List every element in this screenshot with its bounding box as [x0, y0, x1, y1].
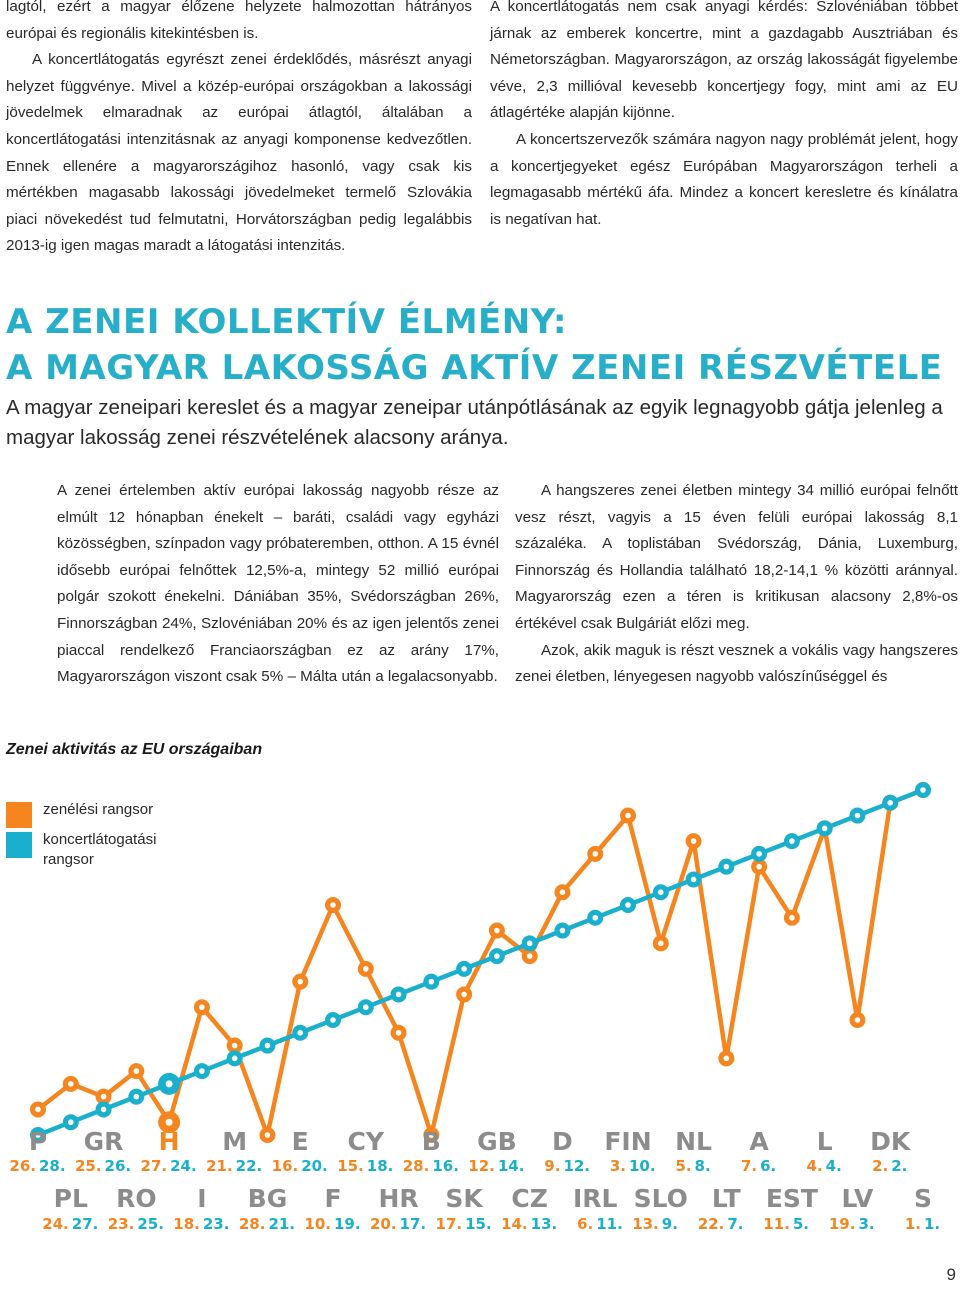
rank-label-concert: 8. — [694, 1157, 711, 1175]
data-point-center — [134, 1094, 140, 1100]
data-point-center — [35, 1107, 41, 1113]
rank-label-music: 23. — [107, 1215, 135, 1233]
data-point-center — [789, 838, 795, 844]
data-point-center — [166, 1119, 173, 1126]
rank-label-concert: 25. — [137, 1215, 164, 1233]
rank-label-concert: 22. — [235, 1157, 263, 1175]
category-label: M — [222, 1127, 248, 1156]
chart-title: Zenei aktivitás az EU országaiban — [6, 741, 263, 758]
rank-label-concert: 10. — [629, 1157, 656, 1175]
rank-label-music: 24. — [42, 1215, 69, 1233]
legend-label-orange: zenélési rangsor — [43, 801, 154, 818]
data-point-center — [363, 1004, 369, 1010]
data-point-center — [461, 966, 467, 972]
data-point-center — [691, 838, 697, 844]
rank-label-concert: 20. — [301, 1157, 328, 1175]
data-point-center — [101, 1094, 107, 1100]
rank-label-concert: 27. — [71, 1215, 99, 1233]
paragraph: lagtól, ezért a magyar élőzene helyzete halmozottan hátrányos európai és regionális kitekintésben is. — [6, 0, 472, 42]
category-label: RO — [116, 1184, 157, 1213]
data-point-center — [199, 1004, 205, 1010]
category-label: P — [28, 1127, 48, 1156]
category-label: CY — [347, 1127, 385, 1156]
data-point-center — [658, 889, 664, 895]
category-label: GR — [83, 1127, 124, 1156]
rank-label-music: 16. — [271, 1157, 299, 1175]
category-label: B — [421, 1127, 441, 1156]
section-heading-line1: A ZENEI KOLLEKTÍV ÉLMÉNY: — [6, 302, 567, 342]
data-point-center — [527, 941, 533, 947]
rank-line-chart — [0, 760, 960, 1250]
data-point-center — [560, 928, 566, 934]
rank-label-music: 13. — [632, 1215, 659, 1233]
rank-label-music: 5. — [675, 1157, 692, 1175]
data-point-center — [494, 953, 500, 959]
rank-label-music: 28. — [238, 1215, 266, 1233]
data-point-center — [461, 992, 467, 998]
lead-paragraph: A magyar zeneipari kereslet és a magyar zeneipar utánpótlásának az egyik legnagyobb gátja jelenleg a magyar lakosság zenei részvételének alacsony aránya. — [6, 396, 943, 449]
rank-label-concert: 9. — [661, 1215, 678, 1233]
rank-label-concert: 24. — [170, 1157, 197, 1175]
category-label: L — [816, 1127, 833, 1156]
category-label: GB — [477, 1127, 517, 1156]
category-label: SK — [445, 1184, 483, 1213]
category-label: LV — [841, 1184, 874, 1213]
category-label: BG — [247, 1184, 288, 1213]
rank-label-concert: 3. — [858, 1215, 875, 1233]
rank-label-concert: 17. — [399, 1215, 427, 1233]
rank-label-music: 18. — [173, 1215, 200, 1233]
data-point-center — [724, 1056, 730, 1062]
data-point-center — [265, 1043, 271, 1049]
rank-label-concert: 23. — [202, 1215, 230, 1233]
rank-label-music: 26. — [9, 1157, 36, 1175]
data-point-center — [855, 1017, 861, 1023]
rank-label-concert: 12. — [563, 1157, 591, 1175]
rank-label-concert: 1. — [924, 1215, 941, 1233]
category-label: IRL — [572, 1184, 618, 1213]
data-point-center — [265, 1132, 271, 1138]
data-point-center — [887, 800, 893, 806]
rank-label-concert: 21. — [268, 1215, 296, 1233]
data-point-center — [101, 1107, 107, 1113]
rank-label-music: 10. — [304, 1215, 331, 1233]
category-label: HR — [378, 1184, 419, 1213]
data-point-center — [396, 1030, 402, 1036]
category-label: LT — [711, 1184, 741, 1213]
data-point-center — [592, 851, 598, 857]
paragraph: A zenei értelemben aktív európai lakosság nagyobb része az elmúlt 12 hónapban énekelt – baráti, családi vagy egyházi közösségben, színpadon vagy próbateremben, otthon. A 15 évnél idősebb európai felnőttek 12,5%-a, mintegy 52 millió európai polgár szokott énekelni. Dániában 35%, Svédországban 26%, Finnországban 24%, Szlovéniában 20% és az igen jelentős zenei piaccal rendelkező Franciaországban ez az arány 17%, Magyarországon viszont csak 5% – Málta után a legalacsonyabb. — [57, 482, 499, 686]
rank-label-concert: 13. — [530, 1215, 558, 1233]
rank-label-music: 7. — [740, 1157, 758, 1175]
data-point-center — [68, 1081, 74, 1087]
section-heading-line2: A MAGYAR LAKOSSÁG AKTÍV ZENEI RÉSZVÉTELE — [6, 348, 943, 388]
category-label: CZ — [511, 1184, 548, 1213]
data-point-center — [68, 1119, 74, 1125]
data-point-center — [756, 864, 762, 870]
rank-label-music: 2. — [872, 1157, 889, 1175]
data-point-center — [527, 953, 533, 959]
paragraph: A koncertszervezők számára nagyon nagy problémát jelent, hogy a koncertjegyeket egész Európában Magyarországon terheli a legmagasabb mértékű áfa. Mindez a koncert keresletre és kínálatra is negatívan hat. — [490, 130, 958, 228]
rank-label-music: 21. — [206, 1157, 233, 1175]
rank-label-music: 9. — [544, 1157, 561, 1175]
paragraph: A hangszeres zenei életben mintegy 34 millió európai felnőtt vesz részt, vagyis a 15 éven felüli európai lakosság 8,1 százaléka. A toplistában Svédország, Dánia, Luxemburg, Finnország és Hollandia található 18,2-14,1 % közötti aránnyal. Magyarország ezen a téren is kritikusan alacsony 2,8%-os értékével csak Bulgáriát előzi meg. — [515, 482, 958, 632]
category-label: E — [291, 1127, 309, 1156]
data-point-center — [494, 928, 500, 934]
rank-label-music: 12. — [468, 1157, 495, 1175]
data-point-center — [297, 979, 303, 985]
rank-label-music: 28. — [402, 1157, 430, 1175]
top-right-column — [490, 0, 958, 233]
data-point-center — [232, 1056, 238, 1062]
category-label: A — [749, 1127, 769, 1156]
data-point-center — [625, 813, 631, 819]
rank-label-music: 19. — [828, 1215, 856, 1233]
category-label: PL — [53, 1184, 88, 1213]
data-point-center — [297, 1030, 303, 1036]
rank-label-music: 1. — [904, 1215, 921, 1233]
paragraph: Azok, akik maguk is részt vesznek a vokális vagy hangszeres zenei életben, lényegesen nagyobb valószínűséggel és — [515, 641, 958, 686]
rank-label-music: 11. — [763, 1215, 790, 1233]
rank-label-concert: 16. — [432, 1157, 459, 1175]
rank-label-music: 25. — [74, 1157, 102, 1175]
data-point-center — [330, 902, 336, 908]
rank-label-concert: 4. — [825, 1157, 842, 1175]
data-point-center — [625, 902, 631, 908]
data-point-center — [396, 992, 402, 998]
rank-label-concert: 14. — [497, 1157, 525, 1175]
category-label: H — [158, 1127, 180, 1156]
paragraph: A koncertlátogatás nem csak anyagi kérdés: Szlovéniában többet járnak az emberek koncertre, mint a gazdagabb Ausztriában és Németországban. Magyarországon, az ország lakosságát figyelembe véve, 2,3 millióval kevesebb koncertjegy fogy, mint ami az EU átlagértéke alapján kijönne. — [490, 0, 958, 122]
data-point-center — [199, 1068, 205, 1074]
rank-label-music: 17. — [435, 1215, 463, 1233]
category-label: D — [552, 1127, 573, 1156]
data-point-center — [855, 813, 861, 819]
rank-label-concert: 2. — [891, 1157, 908, 1175]
data-point-center — [822, 826, 828, 832]
mid-left-column — [57, 478, 499, 691]
legend-label-blue: koncertlátogatási rangsor — [43, 831, 157, 868]
data-point-center — [756, 851, 762, 857]
rank-label-concert: 6. — [760, 1157, 777, 1175]
data-point-center — [592, 915, 598, 921]
rank-label-music: 3. — [609, 1157, 626, 1175]
rank-label-music: 6. — [577, 1215, 594, 1233]
rank-label-concert: 26. — [104, 1157, 132, 1175]
page-number: 9 — [946, 1265, 956, 1284]
paragraph: A koncertlátogatás egyrészt zenei érdeklődés, másrészt anyagi helyzet függvénye. Mivel a közép-európai országokban a lakossági jövedelmek elmaradnak az európai átlagtól, általában a koncertlátogatási intenzitásnak az anyagi komponense kedvezőtlen. Ennek ellenére a magyarországihoz hasonló, vagy csak kis mértékben magasabb lakossági jövedelmeket termelő Szlovákia piaci növekedést tud felmutatni, Horvátországban pedig legalábbis 2013-ig igen magas maradt a látogatási intenzitás. — [6, 51, 472, 255]
rank-label-concert: 15. — [465, 1215, 492, 1233]
rank-label-concert: 5. — [792, 1215, 810, 1233]
top-left-column — [6, 0, 472, 260]
mid-right-column — [515, 478, 958, 691]
data-point-center — [658, 941, 664, 947]
category-label: F — [324, 1184, 342, 1213]
data-point-center — [232, 1043, 238, 1049]
category-label: EST — [765, 1184, 818, 1213]
data-point-center — [363, 966, 369, 972]
category-label: S — [913, 1184, 933, 1213]
data-point-center — [429, 979, 435, 985]
rank-label-music: 15. — [337, 1157, 364, 1175]
data-point-center — [724, 864, 730, 870]
rank-label-concert: 18. — [366, 1157, 394, 1175]
data-point-center — [330, 1017, 336, 1023]
data-point-center — [920, 787, 926, 793]
rank-label-concert: 19. — [334, 1215, 361, 1233]
rank-label-music: 4. — [806, 1157, 823, 1175]
category-label: SLO — [633, 1184, 688, 1213]
category-label: DK — [870, 1127, 911, 1156]
rank-label-concert: 28. — [39, 1157, 66, 1175]
rank-label-music: 27. — [140, 1157, 168, 1175]
rank-label-music: 20. — [369, 1215, 397, 1233]
data-point-center — [560, 889, 566, 895]
category-label: I — [197, 1184, 207, 1213]
rank-label-concert: 11. — [596, 1215, 623, 1233]
category-label: NL — [675, 1127, 712, 1156]
rank-label-music: 22. — [697, 1215, 725, 1233]
rank-label-music: 14. — [501, 1215, 528, 1233]
data-point-center — [691, 877, 697, 883]
data-point-center — [166, 1080, 173, 1087]
category-label: FIN — [604, 1127, 652, 1156]
data-point-center — [134, 1068, 140, 1074]
rank-label-concert: 7. — [727, 1215, 744, 1233]
data-point-center — [789, 915, 795, 921]
